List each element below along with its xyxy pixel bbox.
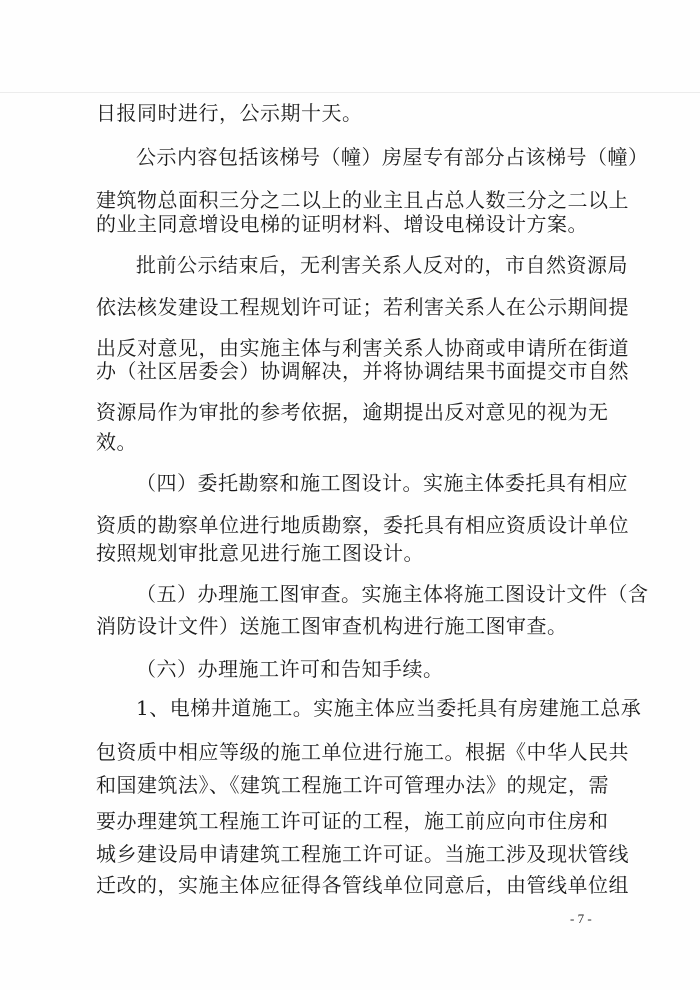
text-line: 依法核发建设工程规划许可证；若利害关系人在公示期间提	[96, 295, 629, 319]
text-line: 迁改的，实施主体应征得各管线单位同意后，由管线单位组	[96, 873, 629, 897]
text-line: 和国建筑法》、《建筑工程施工许可管理办法》的规定，需	[96, 773, 609, 797]
text-line: 效。	[96, 430, 137, 454]
scan-edge-line	[0, 92, 700, 93]
text-line: 包资质中相应等级的施工单位进行施工。根据《中华人民共	[96, 740, 629, 764]
text-line: 建筑物总面积三分之二以上的业主且占总人数三分之二以上	[96, 188, 629, 212]
text-line: 批前公示结束后，无利害关系人反对的，市自然资源局	[136, 253, 628, 277]
text-line: （四）委托勘察和施工图设计。实施主体委托具有相应	[136, 471, 628, 495]
text-line: 日报同时进行，公示期十天。	[96, 101, 363, 125]
text-line: 出反对意见，由实施主体与利害关系人协商或申请所在街道	[96, 336, 629, 360]
text-line: 按照规划审批意见进行施工图设计。	[96, 541, 424, 565]
text-line: 消防设计文件）送施工图审查机构进行施工图审查。	[96, 614, 568, 638]
text-line: 办（社区居委会）协调解决，并将协调结果书面提交市自然	[96, 359, 629, 383]
text-line: 资质的勘察单位进行地质勘察，委托具有相应资质设计单位	[96, 513, 629, 537]
text-line: 的业主同意增设电梯的证明材料、增设电梯设计方案。	[96, 212, 588, 236]
text-line: 城乡建设局申请建筑工程施工许可证。当施工涉及现状管线	[96, 842, 629, 866]
text-line: 要办理建筑工程施工许可证的工程，施工前应向市住房和	[96, 809, 609, 833]
text-line: （五）办理施工图审查。实施主体将施工图设计文件（含	[136, 582, 649, 606]
page-number: - 7 -	[570, 911, 592, 926]
text-line: （六）办理施工许可和告知手续。	[136, 657, 444, 681]
text-line: 1、电梯井道施工。实施主体应当委托具有房建施工总承	[136, 696, 642, 720]
text-line: 资源局作为审批的参考依据，逾期提出反对意见的视为无	[96, 400, 609, 424]
text-line: 公示内容包括该梯号（幢）房屋专有部分占该梯号（幢）	[136, 145, 649, 169]
